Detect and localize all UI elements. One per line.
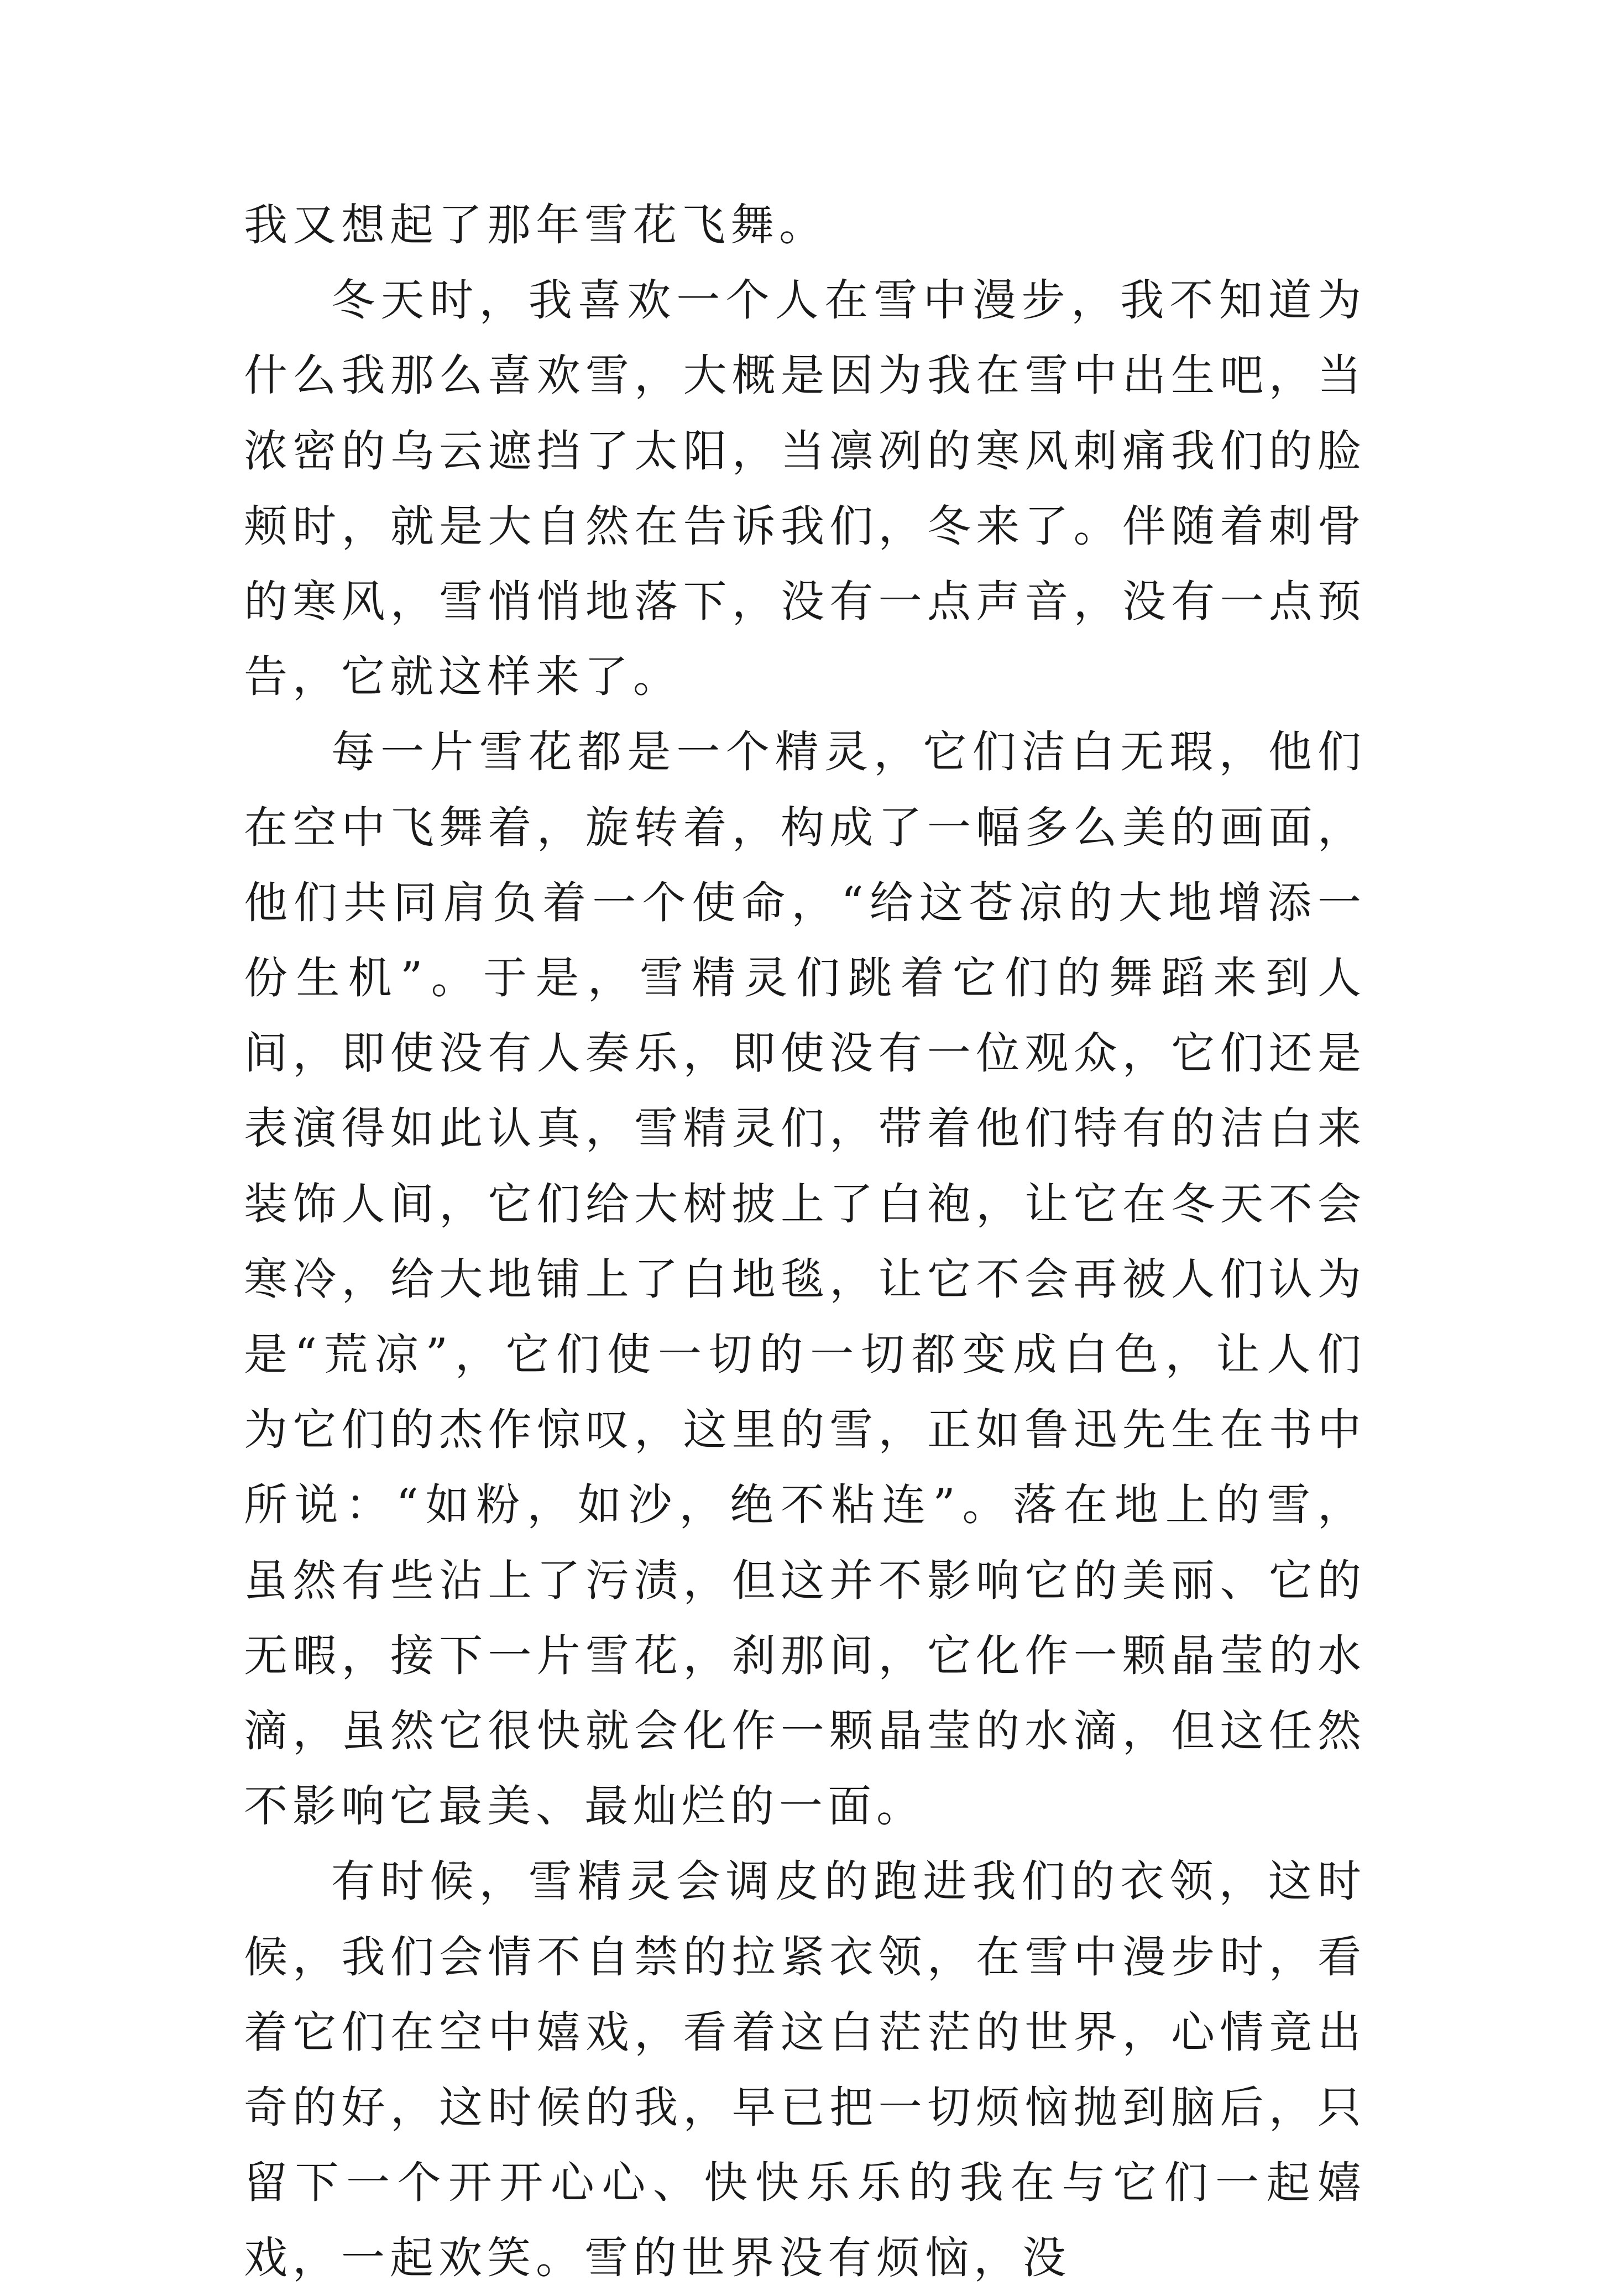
body-text	[244, 187, 1366, 2296]
paragraph-2: 冬天时，我喜欢一个人在雪中漫步，我不知道为什么我那么喜欢雪，大概是因为我在雪中出生吧，当浓密的乌云遮挡了太阳，当凛冽的寒风刺痛我们的脸颊时，就是大自然在告诉我们，冬来了。伴随着刺骨的寒风，雪悄悄地落下，没有一点声音，没有一点预告，它就这样来了。	[244, 275, 1366, 703]
paragraph-3: 每一片雪花都是一个精灵，它们洁白无瑕，他们在空中飞舞着，旋转着，构成了一幅多么美的画面，他们共同肩负着一个使命，“给这苍凉的大地增添一份生机”。于是，雪精灵们跳着它们的舞蹈来到人间，即使没有人奏乐，即使没有一位观众，它们还是表演得如此认真，雪精灵们，带着他们特有的洁白来装饰人间，它们给大树披上了白袍，让它在冬天不会寒冷，给大地铺上了白地毯，让它不会再被人们认为是“荒凉”，它们使一切的一切都变成白色，让人们为它们的杰作惊叹，这里的雪，正如鲁迅先生在书中所说：“如粉，如沙，绝不粘连”。落在地上的雪，虽然有些沾上了污渍，但这并不影响它的美丽、它的无暇，接下一片雪花，刹那间，它化作一颗晶莹的水滴，虽然它很快就会化作一颗晶莹的水滴，但这任然不影响它最美、最灿烂的一面。	[244, 726, 1366, 1832]
paragraph-1: 我又想起了那年雪花飞舞。	[244, 200, 828, 250]
paragraph-4: 有时候，雪精灵会调皮的跑进我们的衣领，这时候，我们会情不自禁的拉紧衣领，在雪中漫步时，看着它们在空中嬉戏，看着这白茫茫的世界，心情竟出奇的好，这时候的我，早已把一切烦恼抛到脑后，只留下一个开开心心、快快乐乐的我在与它们一起嬉戏，一起欢笑。雪的世界没有烦恼，没	[244, 1856, 1366, 2284]
